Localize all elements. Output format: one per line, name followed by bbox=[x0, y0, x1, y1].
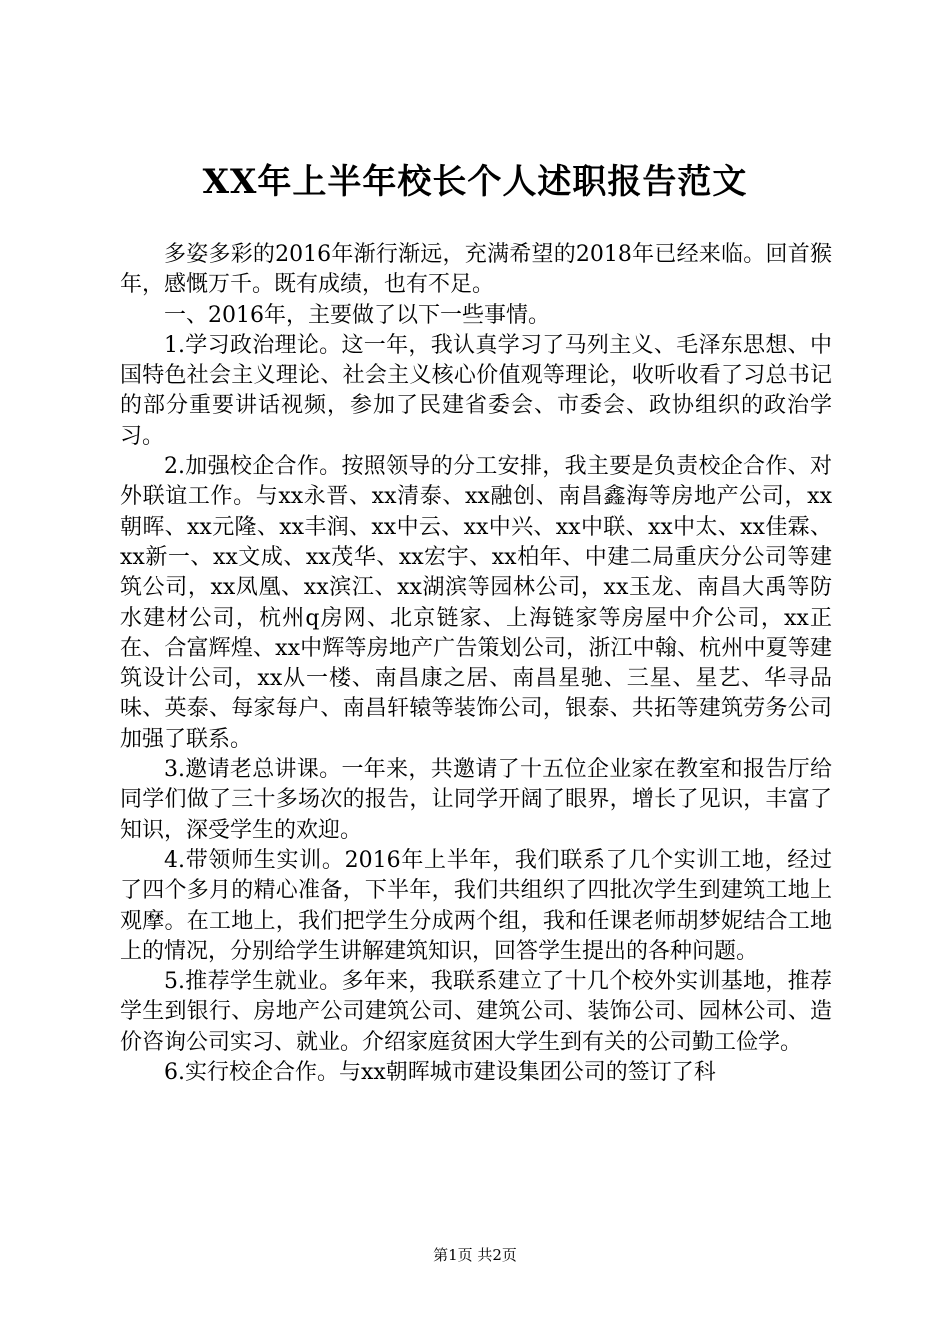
document-title: XX年上半年校长个人述职报告范文 bbox=[202, 162, 748, 202]
paragraph-item-4: 4.带领师生实训。2016年上半年，我们联系了几个实训工地，经过了四个多月的精心准备，下半年，我们共组织了四批次学生到建筑工地上观摩。在工地上，我们把学生分成两个组，我和任课老师胡梦妮结合工地上的情况，分别给学生讲解建筑知识，回答学生提出的各种问题。 bbox=[120, 847, 832, 964]
document-body bbox=[120, 240, 832, 1088]
paragraph-section-heading: 一、2016年，主要做了以下一些事情。 bbox=[164, 302, 550, 328]
paragraph-item-1: 1.学习政治理论。这一年，我认真学习了马列主义、毛泽东思想、中国特色社会主义理论、社会主义核心价值观等理论，收听收看了习总书记的部分重要讲话视频，参加了民建省委会、市委会、政协组织的政治学习。 bbox=[120, 332, 832, 449]
paragraph-item-6: 6.实行校企合作。与xx朝晖城市建设集团公司的签订了科 bbox=[164, 1060, 716, 1086]
paragraph-item-5: 5.推荐学生就业。多年来，我联系建立了十几个校外实训基地，推荐学生到银行、房地产公司建筑公司、建筑公司、装饰公司、园林公司、造价咨询公司实习、就业。介绍家庭贫困大学生到有关的公司勤工俭学。 bbox=[120, 969, 832, 1055]
page-number-footer: 第1页 共2页 bbox=[433, 1246, 517, 1264]
paragraph-item-2: 2.加强校企合作。按照领导的分工安排，我主要是负责校企合作、对外联谊工作。与xx永晋、xx清泰、xx融创、南昌鑫海等房地产公司，xx朝晖、xx元隆、xx丰润、xx中云、xx中兴、xx中联、xx中太、xx佳霖、xx新一、xx文成、xx茂华、xx宏宇、xx柏年、中建二局重庆分公司等建筑公司，xx凤凰、xx滨江、xx湖滨等园林公司，xx玉龙、南昌大禹等防水建材公司，杭州q房网、北京链家、上海链家等房屋中介公司，xx正在、合富辉煌、xx中辉等房地产广告策划公司，浙江中翰、杭州中夏等建筑设计公司，xx从一楼、南昌康之居、南昌星驰、三星、星艺、华寻品味、英泰、每家每户、南昌轩辕等装饰公司，银泰、共拓等建筑劳务公司加强了联系。 bbox=[120, 454, 832, 752]
paragraph-intro: 多姿多彩的2016年渐行渐远，充满希望的2018年已经来临。回首猴年，感慨万千。既有成绩，也有不足。 bbox=[120, 242, 832, 298]
paragraph-item-3: 3.邀请老总讲课。一年来，共邀请了十五位企业家在教室和报告厅给同学们做了三十多场次的报告，让同学开阔了眼界，增长了见识，丰富了知识，深受学生的欢迎。 bbox=[120, 757, 832, 843]
